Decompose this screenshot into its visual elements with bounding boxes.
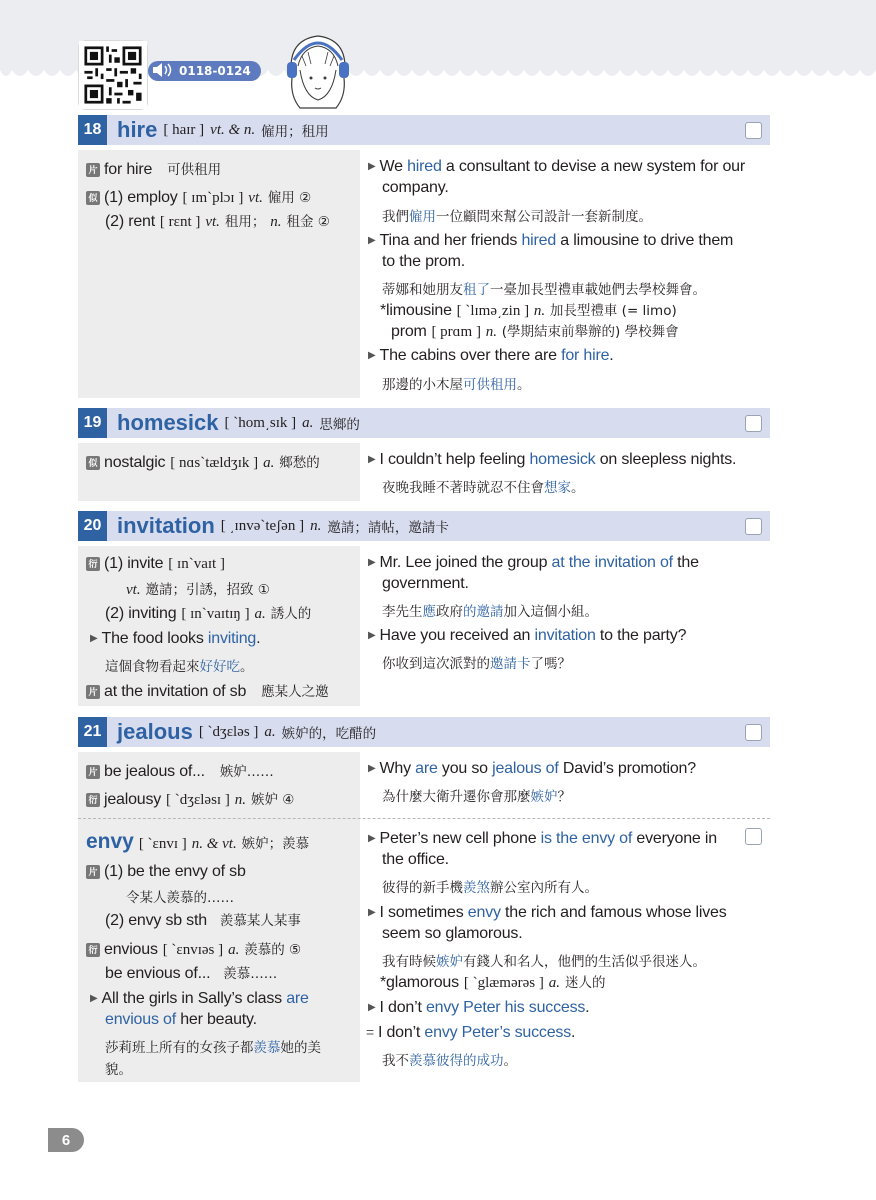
example-translation: 彼得的新手機羨煞辦公室內所有人。 [382, 880, 598, 896]
synonym-meaning: 僱用 ② [267, 190, 312, 206]
review-checkbox[interactable] [745, 415, 762, 432]
derivative-row: (2) inviting [ ɪnˋvaɪtɪŋ ] a. 誘人的 [105, 605, 312, 622]
synonym-row [86, 186, 311, 207]
sub-entry-divider [78, 818, 770, 819]
example-sentence: ▶ Mr. Lee joined the group at the invitation of the [368, 554, 699, 571]
definition: 僱用；租用 [261, 124, 329, 140]
derivative-example: ▶ All the girls in Sally’s class are [90, 990, 309, 1007]
examples-panel-homesick [366, 443, 770, 501]
example-sentence: ▶ The cabins over there are for hire. [368, 347, 614, 364]
example-sentence-cont: government. [382, 575, 469, 592]
derivative-example-translation-cont: 貌。 [105, 1062, 132, 1078]
derivative-meaning: vt. 邀請；引誘，招致 ① [126, 582, 270, 598]
headword: jealous [117, 719, 193, 744]
example-sentence: ▶ Why are you so jealous of David’s promotion? [368, 760, 696, 777]
vocab-note: prom [ prɑm ] n. (學期結束前舉辦的) 學校舞會 [391, 323, 679, 340]
phonetic: [ haɪr ] [163, 121, 205, 138]
phrase-row: (2) envy sb sth 羨慕某人某事 [105, 912, 301, 929]
derivative-example-translation: 這個食物看起來好好吃。 [105, 659, 254, 675]
phonetic: [ ˋdʒɛləs ] [198, 723, 259, 740]
synonym-pos: vt. [248, 190, 263, 206]
phonetic: [ ˋhom͵sɪk ] [224, 414, 297, 431]
part-of-speech: a. [302, 414, 314, 431]
synonym-meaning: 租金 ② [286, 214, 330, 230]
phrase-row: 片 at the invitation of sb 應某人之邀 [86, 680, 329, 701]
example-sentence: ▶ Tina and her friends hired a limousine to drive them [368, 232, 734, 249]
entry-number: 19 [78, 408, 107, 438]
example-translation: 那邊的小木屋可供租用。 [382, 377, 531, 393]
vocab-note: *glamorous [ ˋglæmərəs ] a. 迷人的 [380, 974, 606, 991]
related-words-panel-homesick [78, 443, 360, 501]
examples-panel-hire [366, 150, 770, 398]
phrase-text: for hire [104, 161, 153, 178]
related-words-panel-jealous [78, 752, 360, 1082]
example-translation: 我不羨慕彼得的成功。 [382, 1053, 517, 1069]
derivative-row: be envious of... 羨慕…… [105, 965, 278, 982]
synonym-word: (2) rent [105, 213, 155, 230]
example-translation: 夜晚我睡不著時就忍不住會想家。 [382, 480, 585, 496]
vocab-note: *limousine [ ˋlɪmə͵zin ] n. 加長型禮車 (= limo) [380, 302, 677, 319]
example-translation: 為什麼大衛升遷你會那麼嫉妒？ [382, 789, 571, 805]
derivative-row: 衍 (1) invite [ ɪnˋvaɪt ] [86, 554, 225, 573]
derivative-example-cont: envious of her beauty. [105, 1011, 257, 1028]
example-translation: 你收到這次派對的邀請卡了嗎？ [382, 656, 571, 672]
phrase-row: 片 (1) be the envy of sb [86, 862, 246, 881]
definition: 思鄉的 [319, 417, 360, 433]
headword: homesick [117, 410, 219, 435]
derivative-row: 衍 envious [ ˋɛnvɪəs ] a. 羨慕的 ⑤ [86, 938, 301, 959]
example-translation: 我們僱用一位顧問來幫公司設計一套新制度。 [382, 209, 652, 225]
example-sentence-cont: company. [382, 179, 449, 196]
review-checkbox[interactable] [745, 518, 762, 535]
phrase-row: 片 be jealous of... 嫉妒…… [86, 760, 274, 781]
phrase-meaning: 可供租用 [167, 162, 222, 178]
synonym-meaning: 租用； [224, 214, 266, 230]
related-words-panel-invitation [78, 546, 360, 706]
audio-track-label: 0118-0124 [179, 64, 251, 78]
qr-code[interactable] [78, 40, 148, 110]
examples-panel-invitation [366, 546, 770, 706]
review-checkbox[interactable] [745, 724, 762, 741]
example-translation: 我有時候嫉妒有錢人和名人，他們的生活似乎很迷人。 [382, 954, 706, 970]
entry-number: 20 [78, 511, 107, 541]
example-sentence: ▶ I sometimes envy the rich and famous whose lives [368, 904, 727, 921]
review-checkbox-envy[interactable] [745, 828, 762, 845]
example-sentence: ▶ Have you received an invitation to the party? [368, 627, 687, 644]
entry-header-homesick [78, 408, 770, 438]
headword: invitation [117, 513, 215, 538]
related-words-panel-hire [78, 150, 360, 398]
examples-panel-jealous [366, 752, 770, 1082]
definition: 邀請；請帖，邀請卡 [327, 520, 449, 536]
phonetic: [ ͵ɪnvəˋteʃən ] [220, 517, 305, 534]
synonym-pos: vt. [205, 214, 220, 230]
derivative-example-translation: 莎莉班上所有的女孩子都羨慕她的美 [105, 1040, 321, 1056]
entry-header-invitation [78, 511, 770, 541]
entry-header-jealous [78, 717, 770, 747]
synonym-phonetic: [ rɛnt ] [159, 214, 201, 230]
derivative-row: 衍 jealousy [ ˋdʒɛləsɪ ] n. 嫉妒 ④ [86, 788, 294, 809]
example-sentence-cont: the office. [382, 851, 449, 868]
synonym-row [105, 210, 330, 231]
example-translation: 蒂娜和她朋友租了一臺加長型禮車載她們去學校舞會。 [382, 282, 706, 298]
synonym-tag: 似 [86, 191, 100, 205]
example-sentence-cont: seem so glamorous. [382, 925, 523, 942]
synonym-word: (1) employ [104, 189, 178, 206]
example-sentence-cont: to the prom. [382, 253, 465, 270]
headword: hire [117, 117, 158, 142]
phrase-tag: 片 [86, 163, 100, 177]
definition: 嫉妒的，吃醋的 [281, 726, 377, 742]
example-sentence: ▶ Peter’s new cell phone is the envy of everyone in [368, 830, 717, 847]
example-sentence: ▶ We hired a consultant to devise a new system for our [368, 158, 746, 175]
synonym-phonetic: [ ɪmˋplɔɪ ] [182, 190, 244, 206]
entry-number: 21 [78, 717, 107, 747]
sub-entry-header-envy: envy [ ˋɛnvɪ ] n. & vt. 嫉妒；羨慕 [86, 830, 310, 853]
part-of-speech: a. [264, 723, 276, 740]
part-of-speech: vt. & n. [210, 121, 256, 138]
derivative-example: ▶ The food looks inviting. [90, 630, 261, 647]
page-number: 6 [48, 1128, 84, 1152]
audio-track-badge[interactable] [148, 61, 261, 81]
entry-number: 18 [78, 115, 107, 145]
phrase-row [86, 158, 221, 179]
example-sentence: ▶ I couldn’t help feeling homesick on sleepless nights. [368, 451, 737, 468]
synonym-row: 似 nostalgic [ nɑsˋtældʒɪk ] a. 鄉愁的 [86, 451, 320, 472]
review-checkbox[interactable] [745, 122, 762, 139]
example-translation: 李先生應政府的邀請加入這個小組。 [382, 604, 598, 620]
entry-header-hire [78, 115, 770, 145]
example-sentence-equivalent: = I don’t envy Peter’s success. [366, 1024, 576, 1041]
example-sentence: ▶ I don’t envy Peter his success. [368, 999, 590, 1016]
part-of-speech: n. [310, 517, 322, 534]
synonym-pos: n. [270, 214, 282, 230]
speaker-icon [152, 63, 174, 80]
phrase-meaning: 令某人羨慕的…… [126, 890, 234, 906]
girl-with-headphones-illustration [278, 26, 358, 114]
